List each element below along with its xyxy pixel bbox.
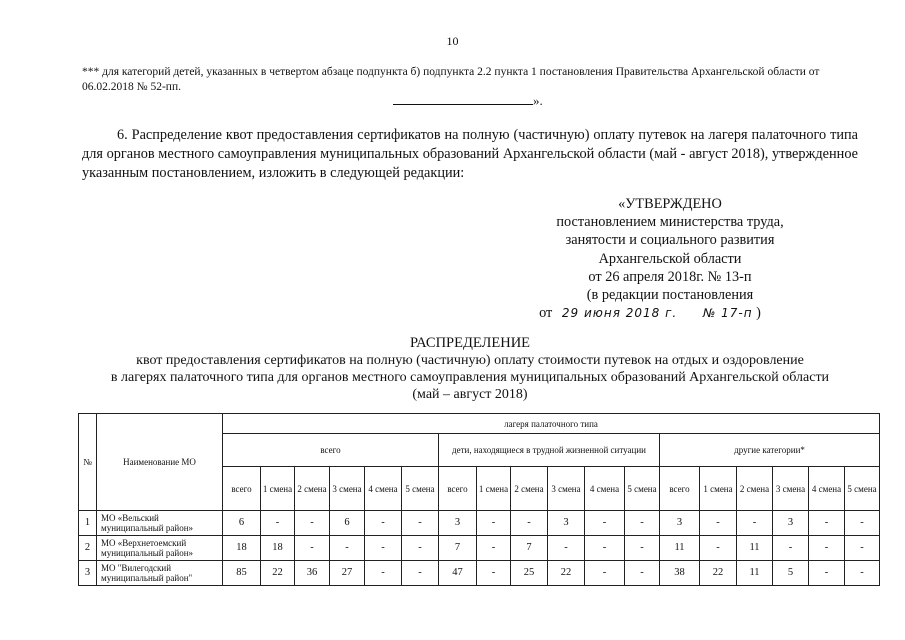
row-mo-name: МО «Верхнетоемский муниципальный район» <box>97 536 223 561</box>
row-value-cell: 7 <box>439 536 477 561</box>
header-group-hard: дети, находящиеся в трудной жизненной ситуации <box>439 434 660 467</box>
row-value-cell: - <box>365 536 402 561</box>
quota-table <box>78 413 880 586</box>
row-value-cell: 5 <box>773 561 809 586</box>
header-other-shift-2: 2 смена <box>737 467 773 511</box>
header-hard-shift-2: 2 смена <box>511 467 548 511</box>
header-other-shift-1: 1 смена <box>700 467 737 511</box>
approval-block <box>520 195 820 322</box>
approval-line-4: Архангельской области <box>598 250 742 267</box>
row-value-cell: 27 <box>330 561 365 586</box>
amendment-paragraph: 6. Распределение квот предоставления сертификатов на полную (частичную) оплату путевок на лагеря палаточного типа для органов местного самоуправления муниципальных образований Архангельской области (май - август 2018), утвержденное указанным постановлением, изложить в следующей редакции: <box>82 127 858 181</box>
approval-line-5: от 26 апреля 2018г. № 13-п <box>588 268 752 285</box>
row-value-cell: - <box>585 536 625 561</box>
header-hard-shift-1: 1 смена <box>477 467 511 511</box>
header-other-shift-4: 4 смена <box>809 467 845 511</box>
table-row <box>79 561 880 586</box>
row-value-cell: - <box>477 511 511 536</box>
handwritten-number: № 17-п <box>702 306 753 321</box>
approval-line-2: постановлением министерства труда, <box>556 214 784 231</box>
header-other-shift-3: 3 смена <box>773 467 809 511</box>
header-all-shift-2: 2 смена <box>295 467 330 511</box>
row-value-cell: - <box>295 536 330 561</box>
approval-ot: от <box>539 305 553 322</box>
row-value-cell: - <box>477 561 511 586</box>
row-value-cell: - <box>477 536 511 561</box>
approval-line-7 <box>480 304 820 322</box>
row-value-cell: - <box>402 536 439 561</box>
footnote: *** для категорий детей, указанных в четвертом абзаце подпункта б) подпункта 2.2 пункта 1 постановления Правительства Архангельской области от 06.02.2018 № 52-пп. <box>82 66 820 93</box>
header-hard-shift-3: 3 смена <box>548 467 585 511</box>
row-value-cell: - <box>700 536 737 561</box>
page-number: 10 <box>446 34 459 48</box>
table-row <box>79 536 880 561</box>
header-camp-type: лагеря палаточного типа <box>223 414 880 434</box>
row-value-cell: - <box>585 561 625 586</box>
row-value-cell: 25 <box>511 561 548 586</box>
row-value-cell: 85 <box>223 561 261 586</box>
header-group-other: другие категории* <box>660 434 880 467</box>
header-other-shift-5: 5 смена <box>845 467 880 511</box>
distribution-title: РАСПРЕДЕЛЕНИЕ <box>409 335 531 351</box>
approval-close-paren: ) <box>756 305 761 322</box>
header-group-all: всего <box>223 434 439 467</box>
blank-underline <box>393 93 533 105</box>
table-row <box>79 511 880 536</box>
approval-line-6: (в редакции постановления <box>586 287 754 304</box>
row-value-cell: 6 <box>330 511 365 536</box>
header-hard-total: всего <box>439 467 477 511</box>
row-value-cell: - <box>625 536 660 561</box>
row-value-cell: - <box>700 511 737 536</box>
row-value-cell: - <box>625 511 660 536</box>
distribution-period: (май – август 2018) <box>412 387 528 402</box>
row-value-cell: 7 <box>511 536 548 561</box>
row-value-cell: - <box>625 561 660 586</box>
handwritten-date: 29 июня 2018 г. <box>561 306 678 321</box>
row-value-cell: - <box>261 511 295 536</box>
header-all-shift-4: 4 смена <box>365 467 402 511</box>
row-number: 1 <box>79 511 97 536</box>
header-all-shift-1: 1 смена <box>261 467 295 511</box>
header-all-shift-5: 5 смена <box>402 467 439 511</box>
row-value-cell: 18 <box>223 536 261 561</box>
row-value-cell: - <box>402 561 439 586</box>
row-value-cell: - <box>809 561 845 586</box>
row-value-cell: - <box>845 561 880 586</box>
row-value-cell: 22 <box>700 561 737 586</box>
row-value-cell: 11 <box>737 536 773 561</box>
row-value-cell: - <box>773 536 809 561</box>
row-value-cell: - <box>548 536 585 561</box>
header-hard-shift-5: 5 смена <box>625 467 660 511</box>
approval-line-3: занятости и социального развития <box>565 232 775 249</box>
closing-line <box>393 93 543 109</box>
row-value-cell: - <box>585 511 625 536</box>
row-value-cell: 11 <box>660 536 700 561</box>
distribution-subtitle-1: квот предоставления сертификатов на полную (частичную) оплату стоимости путевок на отдых и оздоровление <box>136 353 804 368</box>
header-num: № <box>79 414 97 511</box>
header-all-total: всего <box>223 467 261 511</box>
row-value-cell: - <box>845 511 880 536</box>
row-mo-name: МО "Вилегодский муниципальный район" <box>97 561 223 586</box>
row-value-cell: 22 <box>548 561 585 586</box>
row-value-cell: 18 <box>261 536 295 561</box>
row-value-cell: 6 <box>223 511 261 536</box>
row-value-cell: 3 <box>439 511 477 536</box>
row-value-cell: - <box>365 511 402 536</box>
row-number: 3 <box>79 561 97 586</box>
row-mo-name: МО «Вельский муниципальный район» <box>97 511 223 536</box>
header-hard-shift-4: 4 смена <box>585 467 625 511</box>
row-value-cell: 3 <box>660 511 700 536</box>
row-number: 2 <box>79 536 97 561</box>
header-other-total: всего <box>660 467 700 511</box>
row-value-cell: 3 <box>548 511 585 536</box>
row-value-cell: - <box>809 511 845 536</box>
row-value-cell: - <box>330 536 365 561</box>
row-value-cell: - <box>402 511 439 536</box>
approval-line-1: «УТВЕРЖДЕНО <box>618 196 722 212</box>
row-value-cell: - <box>295 511 330 536</box>
header-mo-name: Наименование МО <box>97 414 223 511</box>
closing-quote: ». <box>533 93 543 108</box>
row-value-cell: 11 <box>737 561 773 586</box>
row-value-cell: - <box>809 536 845 561</box>
row-value-cell: - <box>365 561 402 586</box>
header-all-shift-3: 3 смена <box>330 467 365 511</box>
row-value-cell: - <box>845 536 880 561</box>
row-value-cell: - <box>511 511 548 536</box>
distribution-subtitle-2: в лагерях палаточного типа для органов местного самоуправления муниципальных образований Архангельской области <box>110 370 830 385</box>
row-value-cell: 22 <box>261 561 295 586</box>
row-value-cell: - <box>737 511 773 536</box>
row-value-cell: 47 <box>439 561 477 586</box>
row-value-cell: 38 <box>660 561 700 586</box>
row-value-cell: 36 <box>295 561 330 586</box>
row-value-cell: 3 <box>773 511 809 536</box>
